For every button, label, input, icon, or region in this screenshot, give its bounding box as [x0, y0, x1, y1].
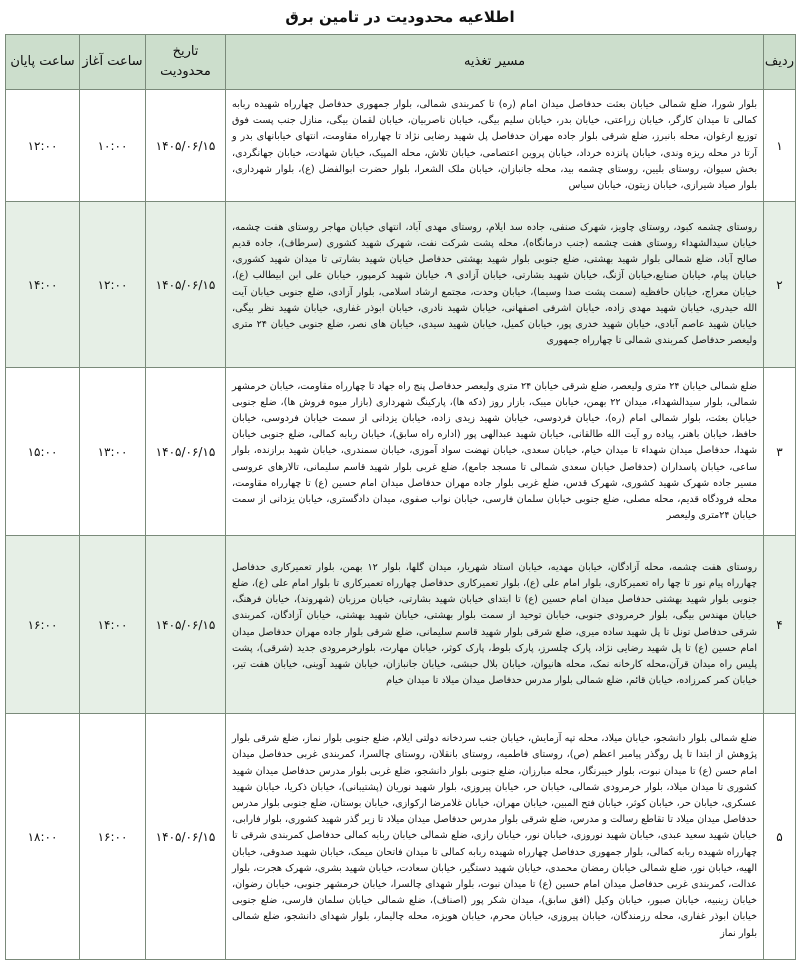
route-cell: بلوار شورا، ضلع شمالی خیابان بعثت حدفاصل میدان امام (ره) تا کمربندی شمالی، بلوار جمهوری حدفاصل چهارراه شهیده ربابه کمالی تا میدان کارگر، خیابان زراعتی، خیابان بدر، خیابان سلیم بیگی، خیابان ناصربیان، خیابان لقمان بیگی، منازل جنب پست فوق توزیع ارغوان، محله بانبرز، ضلع شرقی بلوار جاده مهران حدفاصل پل شهید رضایی نژاد تا چهارراه مقاومت، انتهای خیابانهای بدر و آرتا در محله ریزه وندی، خیابان پانزده خرداد، خیابان پروین اعتصامی، خیابان تلاش، محله المپیک، خیابان شهادت، خیابان جهانگردی، بخش سیوان، روستای بلیین، روستای چشمه بید، محله جانبازان، خیابان ملک الشعرا، بلوار حضرت ابوالفضل (ع)، بلوار شهرداری، بلوار صیاد شیرازی، خیابان زیتون، خیابان سیاس: [226, 90, 764, 202]
date-cell: ۱۴۰۵/۰۶/۱۵: [146, 368, 226, 536]
header-row-number: ردیف: [764, 35, 796, 90]
table-row: [6, 202, 796, 368]
end-time-cell: ۱۸:۰۰: [6, 714, 80, 960]
route-cell: روستای هفت چشمه، محله آزادگان، خیابان مهدیه، خیابان استاد شهریار، میدان گلها، بلوار ۱۲ بهمن، بلوار تعمیرکاری حدفاصل چهارراه پیام نور تا چها راه تعمیرکاری، بلوار امام علی (ع)، بلوار تعمیرکاری حدفاصل چهارراه تعمیرکاری تا بلوار امام علی (ع)، ضلع جنوبی بلوار شهید بهشتی حدفاصل میدان امام حسین (ع) تا ابتدای خیابان شهید بشارتی، خیابان مرزبان (شهروند)، خیابان فرهنگ، خیابان مهندس بیگی، بلوار خرمرودی جنوبی، خیابان توحید از سمت بلوار بهشتی، خیابان شهید بهشتی، خیابان آزادگان، کمربندی شرقی حدفاصل تونل تا پل شهید ساده میری، ضلع شرقی بلوار شهید قاسم سلیمانی، ضلع شرقی بلوار جاده مهران حدفاصل میدان امام حسین (ع) تا پل شهید رضایی نژاد، پارک چلسرز، پارک بلوط، پارک کوثر، خیابان مهارت، بلوارخرمرودی جدید (شرقی)، پشت پلیس راه میدان قرآن،محله کارخانه نمک، محله هانیوان، خیابان بلال حبشی، خیابان جانبازان، خیابان شهید آوینی، خیابان هفت تیر، خیابان کمر کمرزاده، خیابان قائم، ضلع شمالی بلوار مدرس حدفاصل میدان میلاد تا میدان خیام: [226, 536, 764, 714]
date-cell: ۱۴۰۵/۰۶/۱۵: [146, 202, 226, 368]
route-cell: ضلع شمالی خیابان ۲۴ متری ولیعصر، ضلع شرقی خیابان ۲۴ متری ولیعصر حدفاصل پنج راه جهاد تا چهارراه مقاومت، خیابان خرمشهر شمالی، بلوار سیدالشهداء، میدان ۲۲ بهمن، خیابان میبک، بازار روز (دکه ها)، پارکینگ شهرداری (بازار میوه فروش ها)، ضلع جنوبی خیابان بعثت، بلوار شمالی امام (ره)، خیابان فردوسی، خیابان شهید زیدی زاده، خیابان یزدانی از سمت خیابان فردوسی، خیابان حافظ، خیابان باهنر، پیاده رو آیت الله طالقانی، خیابان شهید عبدالهی پور (اداره راه سابق)، خیابان ربابه کمالی، ضلع جنوبی خیابان شهدا، حدفاصل میدان شهداء تا میدان خیام، خیابان سعدی، خیابان نهضت سواد آموزی، خیابان سمندری، خیابان شهید برازنده، بلوار ساعی، خیابان پاسداران (حدفاصل خیابان سعدی شمالی تا مسجد جامع)، ضلع غربی بلوار شهید قاسم سلیمانی، تالارهای عروسی مسیر جاده شهرک شهید کشوری، شهرک قدس، ضلع غربی بلوار جاده مهران حدفاصل میدان امام حسین (ع) تا چهارراه مقاومت، محله فرودگاه قدیم، محله مصلی، ضلع جنوبی خیابان سلمان فارسی، خیابان نواب صفوی، میدان دادگستری، خیابان یزدانی از سمت خیابان ۲۴متری ولیعصر: [226, 368, 764, 536]
table-row: [6, 90, 796, 202]
start-time-cell: ۱۴:۰۰: [80, 536, 146, 714]
date-cell: ۱۴۰۵/۰۶/۱۵: [146, 536, 226, 714]
row-number: ۵: [764, 714, 796, 960]
header-date: تاریخ محدودیت: [146, 35, 226, 90]
row-number: ۴: [764, 536, 796, 714]
outage-table: [5, 34, 796, 960]
row-number: ۱: [764, 90, 796, 202]
header-row: [6, 35, 796, 90]
header-route: مسیر تغذیه: [226, 35, 764, 90]
route-cell: ضلع شمالی بلوار دانشجو، خیابان میلاد، محله تپه آزمایش، خیابان جنب سردخانه دولتی ایلام، ضلع جنوبی بلوار نماز، ضلع شرقی بلوار پژوهش از ابتدا تا پل روگذر پیامبر اعظم (ص)، روستای فاطمیه، روستای بانقلان، روستای چالسرا، کمربندی غربی حدفاصل میدان امام حسن (ع) تا میدان نبوت، بلوار خیبرنگار، محله مبارزان، ضلع جنوبی بلوار دانشجو، ضلع غربی بلوار مدرس حدفاصل میدان شهید کشوری تا میدان میلاد، بلوار خرمرودی شمالی، خیابان حر، خیابان پیروزی، بلوار شهید نوریان (پشتیبانی)، خیابان ذکریا، خیابان شهید عسکری، خیابان حر، خیابان کوثر، خیابان فتح المبین، خیابان مهران، خیابان غلامرضا ارکوازی، خیابان بوستان، ضلع جنوبی بلوار مدرس حدفاصل میدان میلاد تا تقاطع رسالت و مدرس، ضلع شرقی بلوار مدرس حدفاصل میدان میلاد تا زیر گذر شهید کشوری، بلوار فارابی، خیابان شهید سعید عبدی، خیابان شهید نوروزی، خیابان نور، خیابان رازی، ضلع شمالی خیابان ربابه کمالی حدفاصل کمربندی شرقی تا چهارراه شهیده ربابه کمالی، بلوار جمهوری حدفاصل چهارراه شهیده ربابه کمالی تا میدان فاتحان میمک، خیابان شهید صدوقی، خیابان الهیه، خیابان نور، ضلع شمالی خیابان رمضان محمدی، خیابان شهید دستگیر، خیابان سعادت، خیابان شهید بشری، شهرک هجرت، بلوار عدالت، کمربندی غربی حدفاصل میدان امام حسین (ع) تا میدان نبوت، بلوار شهدای چالسرا، خیابان خرمشهر جنوبی، خیابان رضوان، خیابان زینبیه، خیابان صبور، خیابان وکیل (افق سابق)، میدان شکر پور (اصناف)، ضلع شمالی خیابان سلمان فارسی، ضلع جنوبی خیابان ابوذر غفاری، محله رزمندگان، خیابان پیروزی، خیابان محرم، خیابان هویزه، محله چالیمار، بلوار شهدای دانشجو، ضلع شمالی بلوار نماز: [226, 714, 764, 960]
end-time-cell: ۱۶:۰۰: [6, 536, 80, 714]
route-cell: روستای چشمه کبود، روستای چاویز، شهرک صنفی، جاده سد ایلام، روستای مهدی آباد، انتهای خیابان مهاجر روستای هفت چشمه، خیابان سیدالشهداء روستای هفت چشمه (جنب درمانگاه)، محله پشت شرکت نفت، شهرک شهید کشوری (سرطاف)، جاده قدیم صالح آباد، ضلع شمالی بلوار شهید بهشتی، ضلع جنوبی بلوار شهید بهشتی حدفاصل خیابان شهید بشارتی تا میدان شهید کشوری، خیابان پیام، خیابان صنایع،خیابان آژنگ، خیابان شهید بشارتی، خیابان آزادی ۹، خیابان شهید کرمپور، خیابان علی ابن ابیطالب (ع)، خیابان معراج، خیابان حافظیه (سمت پشت صدا وسیما)، خیابان وحدت، مجتمع ارشاد اسلامی، بلوار آزادی، ضلع جنوبی خیابان آیت الله حیدری، خیابان شهید مهدی زاده، خیابان اشرفی اصفهانی، خیابان شهید نادری، خیابان ابوذر غفاری، خیابان شهید نظر بیگی، خیابان شهید عاصم آبادی، خیابان شهید خدری پور، خیابان کمیل، خیابان شهید سیدی، خیابان های نصر، ضلع جنوبی خیابان ۲۴ متری ولیعصر حدفاصل کمربندی شمالی تا چهارراه جمهوری: [226, 202, 764, 368]
table-row: [6, 714, 796, 960]
start-time-cell: ۱۰:۰۰: [80, 90, 146, 202]
start-time-cell: ۱۶:۰۰: [80, 714, 146, 960]
date-cell: ۱۴۰۵/۰۶/۱۵: [146, 90, 226, 202]
header-end-time: ساعت پایان: [6, 35, 80, 90]
page-title: اطلاعیه محدودیت در تامین برق: [285, 8, 515, 26]
end-time-cell: ۱۵:۰۰: [6, 368, 80, 536]
header-start-time: ساعت آغاز: [80, 35, 146, 90]
table-row: [6, 536, 796, 714]
row-number: ۳: [764, 368, 796, 536]
table-row: [6, 368, 796, 536]
date-cell: ۱۴۰۵/۰۶/۱۵: [146, 714, 226, 960]
row-number: ۲: [764, 202, 796, 368]
end-time-cell: ۱۲:۰۰: [6, 90, 80, 202]
end-time-cell: ۱۴:۰۰: [6, 202, 80, 368]
start-time-cell: ۱۳:۰۰: [80, 368, 146, 536]
start-time-cell: ۱۲:۰۰: [80, 202, 146, 368]
